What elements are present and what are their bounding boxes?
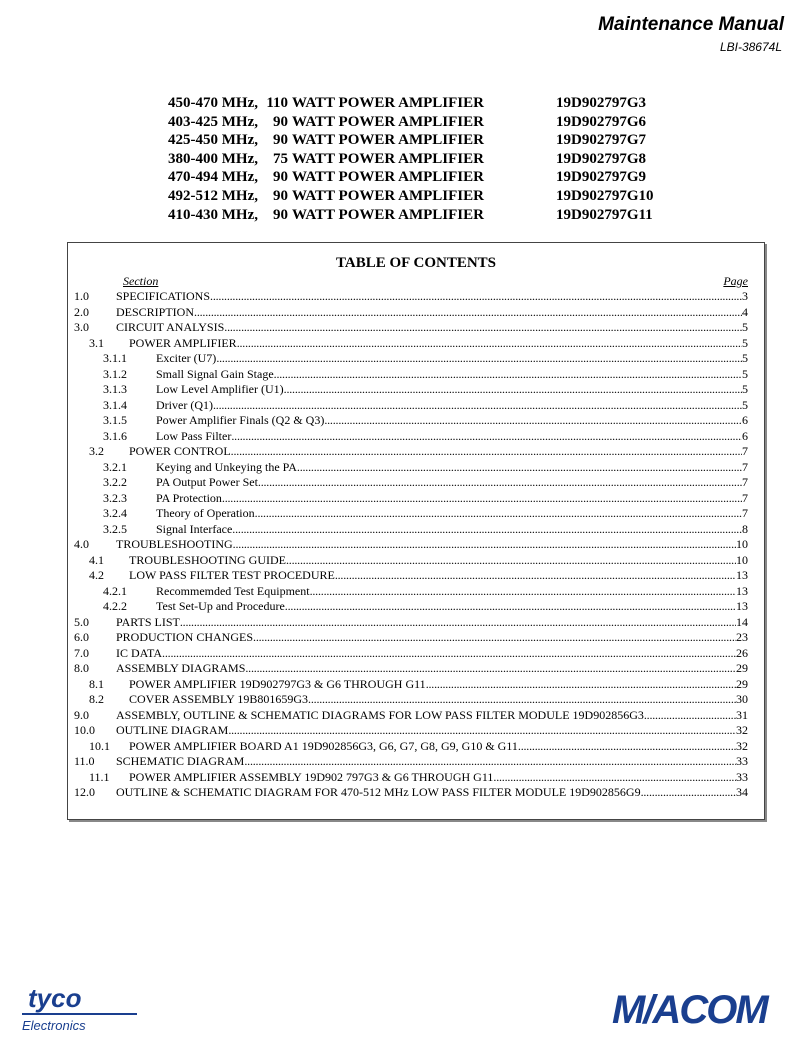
toc-entry-page: 7 <box>742 490 748 505</box>
toc-entry-number: 1.0 <box>74 289 89 303</box>
toc-leader-dots <box>231 444 742 460</box>
model-part-number: 19D902797G11 <box>556 206 653 223</box>
tyco-underline <box>22 1013 137 1015</box>
toc-entry-title: LOW PASS FILTER TEST PROCEDURE <box>129 568 335 582</box>
toc-entry-number: 4.1 <box>89 552 104 567</box>
toc-entry[interactable] <box>74 336 748 352</box>
toc-entry-title: OUTLINE DIAGRAM <box>116 723 229 737</box>
toc-entry-page: 29 <box>736 661 748 675</box>
model-description: WATT POWER AMPLIFIER <box>292 132 484 149</box>
toc-entry-page: 7 <box>742 506 748 520</box>
toc-entry-number: 3.2.1 <box>103 459 127 474</box>
toc-entry-title: COVER ASSEMBLY 19B801659G3 <box>129 692 309 706</box>
model-description: WATT POWER AMPLIFIER <box>292 95 484 111</box>
toc-leader-dots <box>213 398 742 414</box>
toc-entry-page: 5 <box>742 351 748 365</box>
toc-entry-page: 5 <box>742 335 748 350</box>
toc-entry[interactable] <box>74 646 748 662</box>
toc-entry-title: Small Signal Gain Stage <box>156 366 274 381</box>
toc-entry[interactable] <box>74 661 748 677</box>
toc-entry-number: 4.2.1 <box>103 583 127 598</box>
toc-entry-number: 7.0 <box>74 645 89 660</box>
toc-entry[interactable] <box>74 522 748 538</box>
toc-entry[interactable] <box>74 460 748 476</box>
toc-entry[interactable] <box>74 351 748 367</box>
toc-entry-title: Theory of Operation <box>156 506 255 520</box>
model-part-number: 19D902797G8 <box>556 150 646 167</box>
model-description: WATT POWER AMPLIFIER <box>292 169 484 186</box>
toc-title: TABLE OF CONTENTS <box>335 255 497 271</box>
toc-entry-page: 5 <box>742 366 748 381</box>
toc-entry-page: 13 <box>736 583 748 598</box>
tyco-subtitle: Electronics <box>22 1018 86 1033</box>
toc-entry-title: TROUBLESHOOTING <box>116 537 233 551</box>
macom-logo: M/ACOM <box>612 988 767 1032</box>
toc-entry-number: 4.0 <box>74 537 89 551</box>
toc-entry-title: SCHEMATIC DIAGRAM <box>116 754 245 768</box>
toc-entry[interactable] <box>74 723 748 739</box>
toc-leader-dots <box>284 382 742 398</box>
toc-entry-page: 5 <box>742 320 748 334</box>
model-frequency: 492-512 MHz, <box>168 187 258 204</box>
model-wattage: 90 <box>273 132 288 149</box>
toc-entry-page: 7 <box>742 459 748 474</box>
toc-entry-number: 3.2.5 <box>103 521 127 536</box>
toc-entry-page: 29 <box>736 676 748 691</box>
model-description: WATT POWER AMPLIFIER <box>292 113 484 130</box>
toc-leader-dots <box>310 584 736 600</box>
toc-entry-number: 8.2 <box>89 692 104 706</box>
toc-leader-dots <box>493 770 736 786</box>
toc-entry-page: 32 <box>736 723 748 737</box>
toc-entry-number: 3.2.3 <box>103 490 127 505</box>
model-frequency: 470-494 MHz, <box>168 169 258 186</box>
toc-entry-title: Low Pass Filter <box>156 428 232 443</box>
toc-entry-number: 3.1.4 <box>103 397 127 412</box>
toc-entry-number: 8.1 <box>89 676 104 691</box>
toc-entry-number: 3.2.4 <box>103 506 127 520</box>
toc-entry[interactable] <box>74 754 748 770</box>
tyco-electronics-logo <box>22 985 137 1033</box>
model-part-number: 19D902797G7 <box>556 132 646 149</box>
toc-entry[interactable] <box>74 491 748 507</box>
toc-entry-page: 26 <box>736 645 748 660</box>
toc-entry[interactable] <box>74 785 748 801</box>
toc-entry[interactable] <box>74 289 748 305</box>
toc-entry[interactable] <box>74 320 748 336</box>
toc-entry-title: Test Set-Up and Procedure <box>156 599 285 613</box>
toc-leader-dots <box>308 692 736 708</box>
toc-entry-page: 32 <box>736 738 748 753</box>
toc-entry[interactable] <box>74 506 748 522</box>
toc-entry[interactable] <box>74 692 748 708</box>
toc-entry-number: 4.2.2 <box>103 599 127 613</box>
toc-entry-page: 7 <box>742 475 748 489</box>
toc-entry-number: 10.0 <box>74 723 95 737</box>
toc-entry[interactable] <box>74 398 748 414</box>
toc-entry-title: DESCRIPTION <box>116 304 195 319</box>
toc-entry-page: 31 <box>736 707 748 722</box>
toc-entry-page: 33 <box>736 754 748 768</box>
toc-entry[interactable] <box>74 630 748 646</box>
toc-entry-title: POWER AMPLIFIER ASSEMBLY 19D902 797G3 & G6 THROUGH G11 <box>129 769 494 784</box>
toc-entry-title: Low Level Amplifier (U1) <box>156 382 284 396</box>
toc-entry-title: IC DATA <box>116 645 163 660</box>
toc-entry-page: 5 <box>742 397 748 412</box>
toc-leader-dots <box>274 367 742 383</box>
toc-entry-page: 33 <box>736 769 748 784</box>
toc-entry-page: 10 <box>736 552 748 567</box>
toc-entry-title: ASSEMBLY DIAGRAMS <box>116 661 246 675</box>
toc-entry-title: PA Protection <box>156 490 222 505</box>
document-number: LBI-38674L <box>719 40 782 54</box>
model-frequency: 425-450 MHz, <box>168 132 258 149</box>
toc-leader-dots <box>335 568 736 584</box>
toc-entry-title: Exciter (U7) <box>156 351 217 365</box>
model-wattage: 90 <box>273 187 288 204</box>
model-frequency: 380-400 MHz, <box>168 150 258 167</box>
toc-leader-dots <box>286 553 736 569</box>
toc-entry-page: 10 <box>736 537 748 551</box>
toc-entry[interactable] <box>74 708 748 724</box>
toc-leader-dots <box>216 351 742 367</box>
manual-title: Maintenance Manual <box>598 14 784 35</box>
toc-entry-title: Recommemded Test Equipment <box>156 583 310 598</box>
toc-entry-title: OUTLINE & SCHEMATIC DIAGRAM FOR 470-512 MHz LOW PASS FILTER MODULE 19D902856G9 <box>116 785 641 799</box>
toc-leader-dots <box>641 785 736 801</box>
toc-entry[interactable] <box>74 770 748 786</box>
model-part-number: 19D902797G9 <box>556 169 646 186</box>
toc-entry[interactable] <box>74 305 748 321</box>
toc-entry[interactable] <box>74 568 748 584</box>
model-description: WATT POWER AMPLIFIER <box>292 206 484 223</box>
toc-leader-dots <box>285 599 736 615</box>
toc-entry-title: Signal Interface <box>156 521 233 536</box>
model-part-number: 19D902797G3 <box>556 95 646 111</box>
toc-entry[interactable] <box>74 475 748 491</box>
model-frequency: 410-430 MHz, <box>168 206 258 223</box>
toc-entry[interactable] <box>74 599 748 615</box>
model-description: WATT POWER AMPLIFIER <box>292 150 484 167</box>
toc-leader-dots <box>244 754 736 770</box>
tyco-wordmark: tyco <box>28 983 82 1013</box>
toc-entry[interactable] <box>74 615 748 631</box>
toc-leader-dots <box>426 677 736 693</box>
toc-entry-page: 6 <box>742 428 748 443</box>
model-wattage: 90 <box>273 113 288 130</box>
toc-entry-title: Driver (Q1) <box>156 397 213 412</box>
toc-entry[interactable] <box>74 537 748 553</box>
toc-leader-dots <box>210 289 742 305</box>
toc-leader-dots <box>222 491 742 507</box>
toc-entry-page: 3 <box>742 289 748 303</box>
toc-entry-number: 11.1 <box>89 769 110 784</box>
model-part-number: 19D902797G6 <box>556 113 646 130</box>
toc-entry-number: 3.1.5 <box>103 413 127 427</box>
model-wattage: 90 <box>273 169 288 186</box>
toc-entry-number: 4.2 <box>89 568 104 582</box>
toc-entry[interactable] <box>74 413 748 429</box>
model-wattage: 75 <box>273 150 288 167</box>
toc-entry-page: 5 <box>742 382 748 396</box>
model-part-number: 19D902797G10 <box>556 187 654 204</box>
toc-entry-page: 8 <box>742 521 748 536</box>
toc-leader-dots <box>231 429 742 445</box>
toc-entry-title: POWER AMPLIFIER 19D902797G3 & G6 THROUGH G11 <box>129 676 426 691</box>
toc-entry-number: 12.0 <box>74 785 95 799</box>
model-frequency: 450-470 MHz, <box>168 95 258 111</box>
toc-leader-dots <box>258 475 742 491</box>
toc-entry-number: 9.0 <box>74 707 89 722</box>
toc-entry-page: 30 <box>736 692 748 706</box>
toc-leader-dots <box>232 522 742 538</box>
toc-entry-number: 10.1 <box>89 738 110 753</box>
toc-entry-title: TROUBLESHOOTING GUIDE <box>129 552 286 567</box>
toc-entry-title: Keying and Unkeying the PA <box>156 459 297 474</box>
toc-leader-dots <box>245 661 736 677</box>
toc-entry-page: 13 <box>736 599 748 613</box>
toc-leader-dots <box>194 305 742 321</box>
toc-entry-number: 3.0 <box>74 320 89 334</box>
model-wattage: 110 <box>266 95 288 111</box>
toc-entry-title: PARTS LIST <box>116 614 180 629</box>
toc-entry-title: POWER AMPLIFIER BOARD A1 19D902856G3, G6, G7, G8, G9, G10 & G11 <box>129 738 518 753</box>
model-frequency: 403-425 MHz, <box>168 113 258 130</box>
toc-entry-number: 11.0 <box>74 754 95 768</box>
toc-entry-page: 7 <box>742 444 748 458</box>
toc-entry[interactable] <box>74 444 748 460</box>
toc-entry-number: 3.1.2 <box>103 366 127 381</box>
toc-entry-number: 8.0 <box>74 661 89 675</box>
toc-entry-page: 14 <box>736 614 748 629</box>
toc-entry[interactable] <box>74 553 748 569</box>
toc-leader-dots <box>644 708 736 724</box>
table-of-contents <box>67 242 765 820</box>
toc-entry-number: 3.1 <box>89 335 104 350</box>
toc-entry-title: ASSEMBLY, OUTLINE & SCHEMATIC DIAGRAMS FOR LOW PASS FILTER MODULE 19D902856G3 <box>116 707 644 722</box>
model-description: WATT POWER AMPLIFIER <box>292 187 484 204</box>
toc-entry-number: 3.2.2 <box>103 475 127 489</box>
toc-section-header: Section <box>123 274 159 288</box>
toc-entry-title: CIRCUIT ANALYSIS <box>116 320 225 334</box>
model-wattage: 90 <box>273 206 288 223</box>
toc-leader-dots <box>297 460 742 476</box>
toc-leader-dots <box>224 320 742 336</box>
toc-entry-title: POWER CONTROL <box>129 444 231 458</box>
toc-entry-page: 13 <box>736 568 748 582</box>
toc-leader-dots <box>162 646 736 662</box>
toc-leader-dots <box>233 537 736 553</box>
toc-entry[interactable] <box>74 677 748 693</box>
toc-entry[interactable] <box>74 584 748 600</box>
toc-entry-number: 3.1.6 <box>103 428 127 443</box>
toc-entry-page: 4 <box>742 304 748 319</box>
toc-entry-number: 3.2 <box>89 444 104 458</box>
toc-entry-number: 5.0 <box>74 614 89 629</box>
toc-entry-number: 3.1.3 <box>103 382 127 396</box>
toc-leader-dots <box>228 723 736 739</box>
toc-entry-number: 2.0 <box>74 304 89 319</box>
toc-entry[interactable] <box>74 739 748 755</box>
toc-entry-number: 6.0 <box>74 630 89 644</box>
toc-entry[interactable] <box>74 367 748 383</box>
toc-list <box>74 289 748 801</box>
toc-entry-title: POWER AMPLIFIER <box>129 335 237 350</box>
toc-leader-dots <box>237 336 742 352</box>
toc-entry-number: 3.1.1 <box>103 351 127 365</box>
toc-entry-page: 23 <box>736 630 748 644</box>
toc-entry[interactable] <box>74 382 748 398</box>
toc-leader-dots <box>255 506 742 522</box>
toc-page-header: Page <box>723 274 748 288</box>
toc-entry-title: SPECIFICATIONS <box>116 289 211 303</box>
toc-entry-title: Power Amplifier Finals (Q2 & Q3) <box>156 413 325 427</box>
toc-leader-dots <box>253 630 736 646</box>
toc-entry[interactable] <box>74 429 748 445</box>
toc-entry-page: 34 <box>736 785 748 799</box>
toc-leader-dots <box>324 413 742 429</box>
toc-entry-page: 6 <box>742 413 748 427</box>
toc-leader-dots <box>518 739 736 755</box>
toc-entry-title: PA Output Power Set <box>156 475 258 489</box>
toc-entry-title: PRODUCTION CHANGES <box>116 630 254 644</box>
toc-leader-dots <box>180 615 736 631</box>
